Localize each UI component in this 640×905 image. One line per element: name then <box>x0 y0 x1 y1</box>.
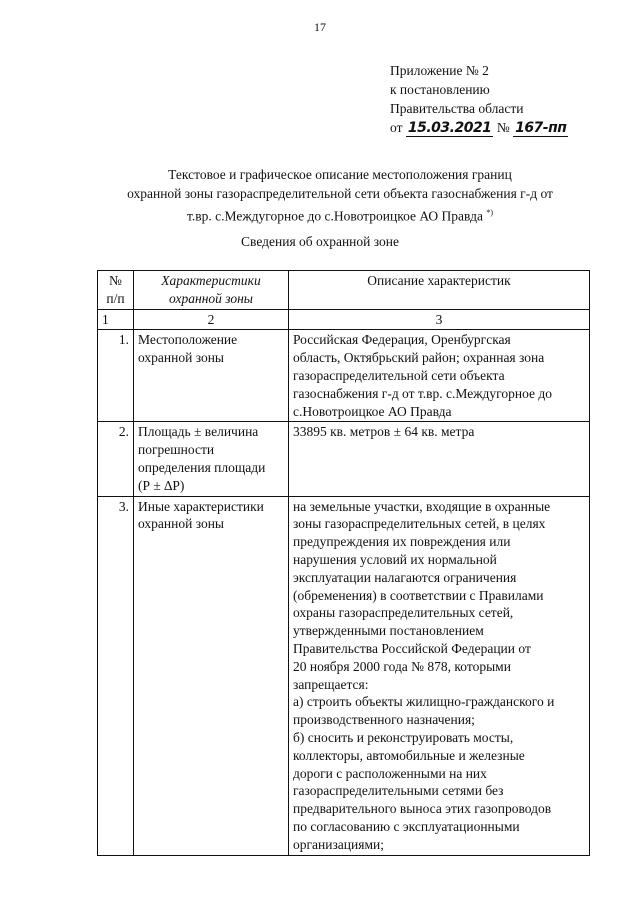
header-text: Описание характеристик <box>367 273 511 288</box>
row-description-cell <box>289 496 590 855</box>
row-description-cell <box>289 422 590 496</box>
row-description-text: 33895 кв. метров ± 64 кв. метра <box>293 424 475 440</box>
row-description-text: газораспределительной сети объекта <box>293 367 505 383</box>
row-description-text: на земельные участки, входящие в охранные <box>293 498 551 514</box>
row-description-text: предупреждения их повреждения или <box>293 534 511 550</box>
row-description-text: эксплуатации налагаются ограничения <box>293 569 517 585</box>
header-cell-number <box>98 271 134 310</box>
row-name-text: (Р ± ∆Р) <box>138 477 185 493</box>
row-number-cell: 1. <box>98 330 134 422</box>
handwritten-date: 15.03.2021 <box>407 120 492 136</box>
appendix-line-3: Правительства области <box>390 101 524 116</box>
table-header-row <box>98 271 590 310</box>
title-line-2: охранной зоны газораспределительной сети объекта газоснабжения г-д от <box>127 186 553 201</box>
header-text: охранной зоны <box>169 290 253 306</box>
row-description-text: предварительного выноса этих газопроводов <box>293 801 552 817</box>
header-cell-description <box>289 271 590 310</box>
footnote-mark: *) <box>486 208 493 217</box>
appendix-line-1: Приложение № 2 <box>390 63 489 78</box>
row-description-text: производственного назначения; <box>293 712 475 728</box>
page-number: 17 <box>314 20 326 34</box>
header-cell-characteristic <box>134 271 289 310</box>
appendix-line-2: к постановлению <box>390 82 490 97</box>
title-line-3-text: т.вр. с.Междугорное до с.Новотроицкое АО Правда <box>187 208 483 224</box>
header-text: п/п <box>106 290 125 306</box>
row-name-text: охранной зоны <box>138 350 225 366</box>
row-description-text: б) сносить и реконструировать мосты, <box>293 729 514 745</box>
index-cell: 3 <box>289 309 590 330</box>
appendix-block <box>390 61 568 137</box>
appendix-date-line <box>390 118 568 137</box>
row-description-text: Правительства Российской Федерации от <box>293 640 531 656</box>
row-description-text: по согласованию с эксплуатационными <box>293 818 520 834</box>
row-description-text: организациями; <box>293 836 384 852</box>
row-description-text: область, Октябрьский район; охранная зона <box>293 350 545 366</box>
row-name-text: Местоположение <box>138 332 238 348</box>
table-row <box>98 330 590 422</box>
row-description-text: коллекторы, автомобильные и железные <box>293 747 525 763</box>
row-description-text: утвержденными постановлением <box>293 623 484 639</box>
row-number-cell: 2. <box>98 422 134 496</box>
header-text: № <box>109 273 122 288</box>
header-text: Характеристики <box>161 273 261 288</box>
row-description-cell <box>289 330 590 422</box>
row-description-text: Российская Федерация, Оренбургская <box>293 332 511 348</box>
title-line-3 <box>60 203 620 226</box>
handwritten-number: 167-пп <box>515 120 567 136</box>
zone-info-table <box>97 270 590 856</box>
index-cell: 1 <box>98 309 134 330</box>
row-name-cell <box>134 330 289 422</box>
document-title <box>60 165 620 226</box>
row-description-text: зоны газораспределительных сетей, в целях <box>293 516 546 532</box>
table-row <box>98 422 590 496</box>
row-name-text: определения площади <box>138 459 266 475</box>
row-description-text: (обременения) в соответствии с Правилами <box>293 587 544 603</box>
index-cell: 2 <box>134 309 289 330</box>
row-description-text: газораспределительными сетями без <box>293 783 504 799</box>
row-number-cell: 3. <box>98 496 134 855</box>
row-description-text: газоснабжения г-д от т.вр. с.Междугорное до <box>293 385 552 401</box>
row-description-text: а) строить объекты жилищно-гражданского и <box>293 694 555 710</box>
row-description-text: 20 ноября 2000 года № 878, которыми <box>293 658 511 674</box>
row-description-text: дороги с расположенными на них <box>293 765 487 781</box>
row-name-text: Площадь ± величина <box>138 424 259 440</box>
row-name-text: охранной зоны <box>138 516 225 532</box>
row-description-text: охраны газораспределительных сетей, <box>293 605 514 621</box>
date-prefix: от <box>390 120 403 135</box>
row-name-cell <box>134 422 289 496</box>
table-index-row <box>98 309 590 330</box>
row-description-text: с.Новотроицкое АО Правда <box>293 403 452 419</box>
number-prefix: № <box>496 120 510 135</box>
title-line-1: Текстовое и графическое описание местоположения границ <box>168 167 512 182</box>
section-subtitle: Сведения об охранной зоне <box>241 234 399 249</box>
row-description-text: запрещается: <box>293 676 369 692</box>
table-row <box>98 496 590 855</box>
row-name-text: Иные характеристики <box>138 498 264 514</box>
row-name-text: погрешности <box>138 442 215 458</box>
row-name-cell <box>134 496 289 855</box>
row-description-text: нарушения условий их нормальной <box>293 551 497 567</box>
